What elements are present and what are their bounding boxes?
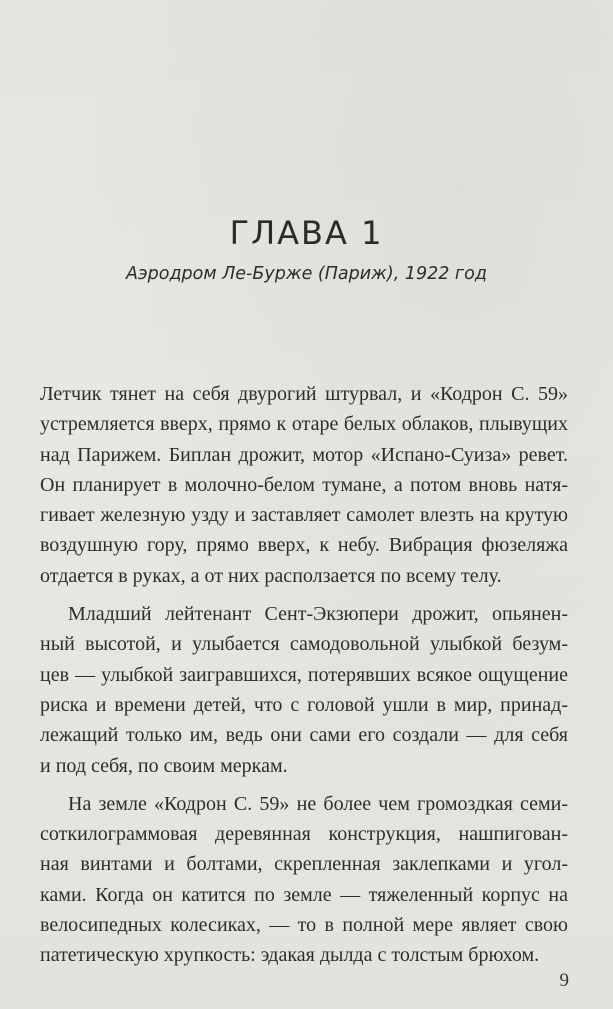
text-line: риска и времени детей, что с головой ушли в мир, принад-	[40, 693, 568, 716]
text-line: лежащий только им, ведь они сами его создали — для себя	[40, 724, 568, 747]
text-line: патетическую хрупкость: эдакая дылда с толстым брюхом.	[40, 944, 540, 967]
paragraph	[40, 379, 568, 591]
text-line: ная винтами и болтами, скрепленная заклепками и угол-	[40, 853, 568, 876]
chapter-title: ГЛАВА 1	[229, 214, 384, 252]
text-line: Он планирует в молочно-белом тумане, а потом вновь натя-	[40, 473, 568, 496]
text-line: устремляется вверх, прямо к отаре белых облаков, плывущих	[40, 413, 568, 436]
text-line: На земле «Кодрон С. 59» не более чем громоздкая семи-	[68, 792, 568, 815]
paragraph	[40, 789, 568, 971]
text-line: отдается в руках, а от них расползается по всему телу.	[40, 564, 502, 587]
text-line: Летчик тянет на себя двурогий штурвал, и «Кодрон С. 59»	[40, 383, 568, 405]
text-line: гивает железную узду и заставляет самолет влезть на крутую	[40, 504, 568, 527]
text-line: Младший лейтенант Сент-Экзюпери дрожит, опьянен-	[68, 603, 568, 626]
text-line: воздушную гору, прямо вверх, к небу. Вибрация фюзеляжа	[40, 534, 568, 557]
text-line: и под себя, по своим меркам.	[40, 754, 288, 777]
page-number: 9	[559, 970, 569, 991]
text-line: велосипедных колесиках, — то в полной мере являет свою	[40, 914, 568, 937]
chapter-subtitle: Аэродром Ле-Бурже (Париж), 1922 год	[126, 264, 487, 284]
body-text	[40, 379, 568, 971]
text-line: ный высотой, и улыбается самодовольной улыбкой безум-	[40, 633, 568, 656]
text-line: соткилограммовая деревянная конструкция, нашпигован-	[40, 823, 568, 846]
text-line: над Парижем. Биплан дрожит, мотор «Испано-Суиза» ревет.	[40, 443, 568, 466]
text-line: цев — улыбкой заигравшихся, потерявших всякое ощущение	[40, 663, 568, 686]
text-line: ками. Когда он катится по земле — тяжеленный корпус на	[40, 883, 568, 906]
paragraph	[40, 599, 568, 781]
